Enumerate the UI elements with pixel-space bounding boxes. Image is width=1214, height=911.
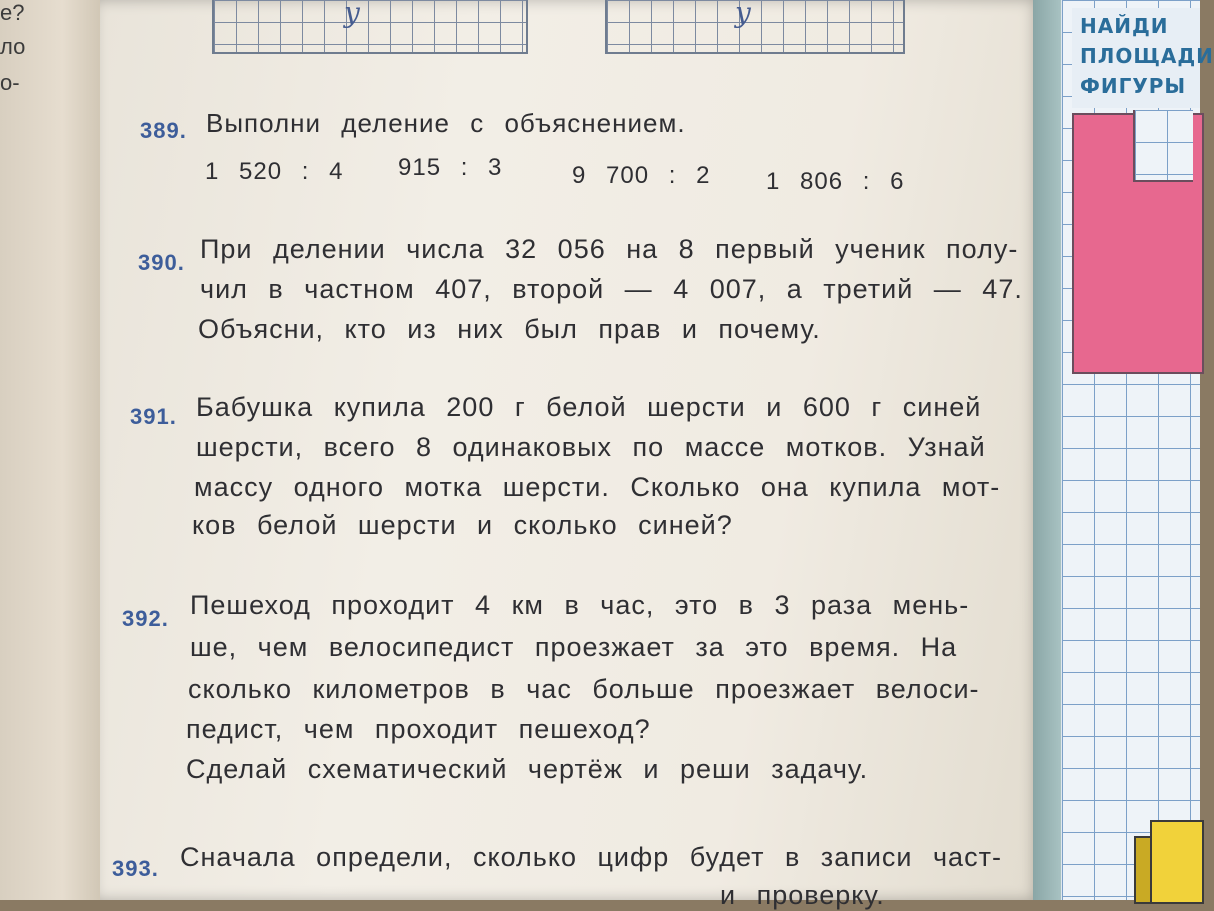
task-number: 393. [112,856,159,881]
handwritten-mark: у [344,0,361,29]
task-number: 390. [138,250,185,275]
textbook-page [100,0,1040,910]
division-expression: 915 : 3 [398,154,503,181]
task-text-line: шерсти, всего 8 одинаковых по массе мотков. Узнай [196,432,986,462]
task-text-line: При делении числа 32 056 на 8 первый ученик полу- [200,234,1019,264]
task-text-line: чил в частном 407, второй — 4 007, а третий — 47. [200,274,1023,304]
task-text-line: педист, чем проходит пешеход? [186,714,651,744]
sidebar-title-line: НАЙДИ [1080,14,1169,38]
previous-page-fragment: е? [0,0,25,25]
previous-page-fragment: о- [0,70,20,95]
task-text-line: Объясни, кто из них был прав и почему. [198,314,821,344]
task-text-line: Бабушка купила 200 г белой шерсти и 600 г синей [196,392,982,422]
previous-page-edge [0,0,104,900]
handwritten-mark: у [735,0,752,29]
division-expression: 1 806 : 6 [766,168,905,195]
division-expression: 9 700 : 2 [572,162,711,189]
task-number: 391. [130,404,177,429]
sidebar-title-line: ФИГУРЫ [1080,74,1187,98]
task-text-line: Сначала определи, сколько цифр будет в записи част- [180,842,1002,872]
task-text-line: Выполни деление с объяснением. [206,108,686,138]
page-margin-strip [1033,0,1061,900]
previous-page-fragment: ло [0,34,26,59]
task-number: 389. [140,118,187,143]
task-text-line: сколько километров в час больше проезжает велоси- [188,674,980,704]
task-text-line: Пешеход проходит 4 км в час, это в 3 раза мень- [190,590,970,620]
area-figure-notch [1133,110,1193,182]
sidebar-title-line: ПЛОЩАДИ [1080,44,1214,68]
task-number: 392. [122,606,169,631]
answer-grid-right [605,0,905,54]
task-text-line: Сделай схематический чертёж и реши задачу. [186,754,869,784]
cube-figure [1150,820,1204,904]
task-text-line: и проверку. [720,880,885,910]
task-text-line: ше, чем велосипедист проезжает за это время. На [190,632,958,662]
task-text-line: массу одного мотка шерсти. Сколько она купила мот- [194,472,1001,502]
task-text-line: ков белой шерсти и сколько синей? [192,510,733,540]
answer-grid-left [212,0,528,54]
division-expression: 1 520 : 4 [205,158,344,185]
